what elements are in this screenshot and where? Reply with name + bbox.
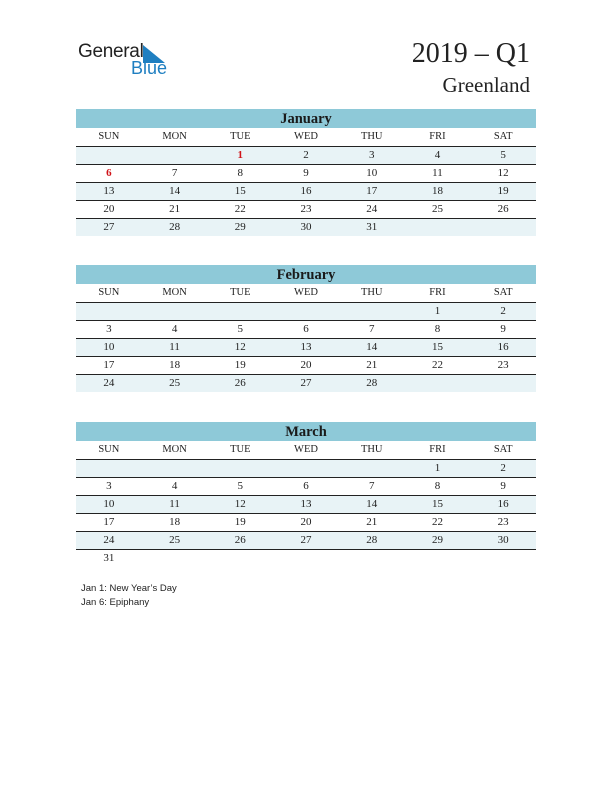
week-row [76, 303, 536, 321]
empty-day-cell [207, 550, 273, 567]
weekday-label: THU [360, 287, 383, 298]
day-cell: 9 [500, 480, 506, 492]
day-cell: 26 [234, 377, 246, 389]
day-cell: 30 [300, 221, 312, 233]
day-cell: 22 [431, 516, 443, 528]
day-cell: 3 [106, 323, 112, 335]
day-cell: 1 [237, 149, 244, 161]
empty-day-cell [142, 460, 208, 477]
day-cell: 29 [234, 221, 246, 233]
day-cell: 6 [303, 323, 309, 335]
empty-day-cell [273, 550, 339, 567]
empty-day-cell [339, 303, 405, 320]
week-row [76, 183, 536, 201]
weekday-header-row [76, 441, 536, 460]
day-cell: 11 [169, 341, 180, 353]
week-row [76, 147, 536, 165]
month-title: January [76, 109, 536, 128]
day-cell: 18 [431, 185, 443, 197]
day-cell: 16 [497, 498, 509, 510]
week-row [76, 339, 536, 357]
day-cell: 7 [368, 480, 375, 492]
day-cell: 27 [103, 221, 115, 233]
day-cell: 27 [300, 377, 312, 389]
day-cell: 19 [234, 516, 246, 528]
day-cell: 11 [169, 498, 180, 510]
day-cell: 20 [103, 203, 115, 215]
week-row [76, 496, 536, 514]
weekday-label: SUN [98, 131, 120, 142]
weekday-label: SAT [493, 287, 513, 298]
day-cell: 31 [103, 552, 115, 564]
day-cell: 2 [303, 149, 309, 161]
day-cell: 6 [303, 480, 309, 492]
day-cell: 23 [497, 359, 509, 371]
day-cell: 15 [234, 185, 246, 197]
brand-logo [78, 41, 178, 81]
day-cell: 14 [169, 185, 181, 197]
weekday-label: WED [294, 287, 318, 298]
empty-day-cell [405, 375, 471, 392]
empty-day-cell [273, 460, 339, 477]
weekday-label: WED [294, 131, 318, 142]
week-row [76, 201, 536, 219]
day-cell: 25 [169, 534, 181, 546]
page-title: 2019 – Q1 [411, 38, 530, 69]
day-cell: 18 [169, 516, 181, 528]
empty-day-cell [405, 219, 471, 236]
day-cell: 22 [234, 203, 246, 215]
day-cell: 17 [103, 359, 115, 371]
day-cell: 3 [106, 480, 112, 492]
day-cell: 13 [103, 185, 115, 197]
weekday-label: SUN [98, 287, 120, 298]
weekday-label: WED [294, 444, 318, 455]
day-cell: 10 [366, 167, 378, 179]
week-row [76, 321, 536, 339]
empty-day-cell [405, 550, 471, 567]
day-cell: 24 [366, 203, 378, 215]
weekday-label: MON [162, 444, 187, 455]
weekday-label: TUE [230, 287, 251, 298]
weekday-label: MON [162, 131, 187, 142]
day-cell: 24 [103, 534, 115, 546]
month-march [76, 422, 536, 567]
day-cell: 8 [434, 480, 441, 492]
day-cell: 16 [300, 185, 312, 197]
empty-day-cell [470, 375, 536, 392]
weekday-label: MON [162, 287, 187, 298]
logo-word-general: General [78, 41, 144, 62]
day-cell: 5 [237, 480, 244, 492]
weekday-header-row [76, 128, 536, 147]
day-cell: 12 [234, 341, 246, 353]
day-cell: 25 [431, 203, 443, 215]
weekday-label: SUN [98, 444, 120, 455]
week-row [76, 165, 536, 183]
day-cell: 9 [303, 167, 309, 179]
empty-day-cell [76, 147, 142, 164]
day-cell: 20 [300, 359, 312, 371]
day-cell: 23 [300, 203, 312, 215]
day-cell: 28 [169, 221, 181, 233]
region-name: Greenland [442, 73, 530, 97]
day-cell: 17 [103, 516, 115, 528]
weekday-label: TUE [230, 444, 251, 455]
day-cell: 5 [500, 149, 506, 161]
empty-day-cell [339, 460, 405, 477]
week-row [76, 219, 536, 236]
day-cell: 22 [431, 359, 443, 371]
week-row [76, 478, 536, 496]
day-cell: 1 [434, 462, 441, 474]
holiday-notes [81, 582, 177, 610]
day-cell: 29 [431, 534, 443, 546]
empty-day-cell [470, 550, 536, 567]
day-cell: 9 [500, 323, 506, 335]
day-cell: 14 [366, 498, 378, 510]
month-february [76, 265, 536, 392]
day-cell: 10 [103, 498, 115, 510]
weekday-label: FRI [429, 287, 446, 298]
holiday-note: Jan 6: Epiphany [81, 597, 150, 608]
empty-day-cell [142, 303, 208, 320]
weekday-label: FRI [429, 444, 446, 455]
weekday-label: SAT [493, 444, 513, 455]
day-cell: 4 [434, 149, 441, 161]
empty-day-cell [142, 147, 208, 164]
day-cell: 14 [366, 341, 378, 353]
holiday-note: Jan 1: New Year’s Day [81, 583, 177, 594]
week-row [76, 532, 536, 550]
day-cell: 7 [368, 323, 375, 335]
month-title: February [76, 265, 536, 284]
day-cell: 2 [500, 462, 506, 474]
week-row [76, 357, 536, 375]
day-cell: 10 [103, 341, 115, 353]
day-cell: 5 [237, 323, 244, 335]
day-cell: 13 [300, 498, 312, 510]
week-row [76, 514, 536, 532]
day-cell: 23 [497, 516, 509, 528]
day-cell: 8 [237, 167, 244, 179]
day-cell: 2 [500, 305, 506, 317]
day-cell: 3 [368, 149, 375, 161]
day-cell: 4 [171, 480, 178, 492]
day-cell: 19 [234, 359, 246, 371]
day-cell: 30 [497, 534, 509, 546]
day-cell: 15 [431, 498, 443, 510]
day-cell: 19 [497, 185, 509, 197]
day-cell: 21 [366, 516, 378, 528]
month-january [76, 109, 536, 236]
day-cell: 6 [106, 167, 112, 179]
day-cell: 20 [300, 516, 312, 528]
day-cell: 28 [366, 534, 378, 546]
day-cell: 1 [434, 305, 441, 317]
day-cell: 24 [103, 377, 115, 389]
empty-day-cell [76, 303, 142, 320]
weekday-label: SAT [493, 131, 513, 142]
weekday-label: TUE [230, 131, 251, 142]
weekday-header-row [76, 284, 536, 303]
day-cell: 21 [366, 359, 378, 371]
day-cell: 16 [497, 341, 509, 353]
day-cell: 28 [366, 377, 378, 389]
day-cell: 12 [234, 498, 246, 510]
day-cell: 12 [497, 167, 509, 179]
day-cell: 25 [169, 377, 181, 389]
day-cell: 4 [171, 323, 178, 335]
empty-day-cell [207, 303, 273, 320]
empty-day-cell [339, 550, 405, 567]
day-cell: 26 [234, 534, 246, 546]
day-cell: 27 [300, 534, 312, 546]
day-cell: 31 [366, 221, 378, 233]
logo-word-blue: Blue [131, 58, 168, 78]
day-cell: 18 [169, 359, 181, 371]
day-cell: 11 [432, 167, 443, 179]
weekday-label: THU [360, 444, 383, 455]
empty-day-cell [142, 550, 208, 567]
empty-day-cell [470, 219, 536, 236]
weekday-label: FRI [429, 131, 446, 142]
day-cell: 13 [300, 341, 312, 353]
day-cell: 15 [431, 341, 443, 353]
day-cell: 17 [366, 185, 378, 197]
weekday-label: THU [360, 131, 383, 142]
month-title: March [76, 422, 536, 441]
day-cell: 26 [497, 203, 509, 215]
empty-day-cell [207, 460, 273, 477]
day-cell: 7 [171, 167, 178, 179]
week-row [76, 550, 536, 567]
day-cell: 8 [434, 323, 441, 335]
day-cell: 21 [169, 203, 181, 215]
week-row [76, 460, 536, 478]
empty-day-cell [76, 460, 142, 477]
week-row [76, 375, 536, 392]
empty-day-cell [273, 303, 339, 320]
